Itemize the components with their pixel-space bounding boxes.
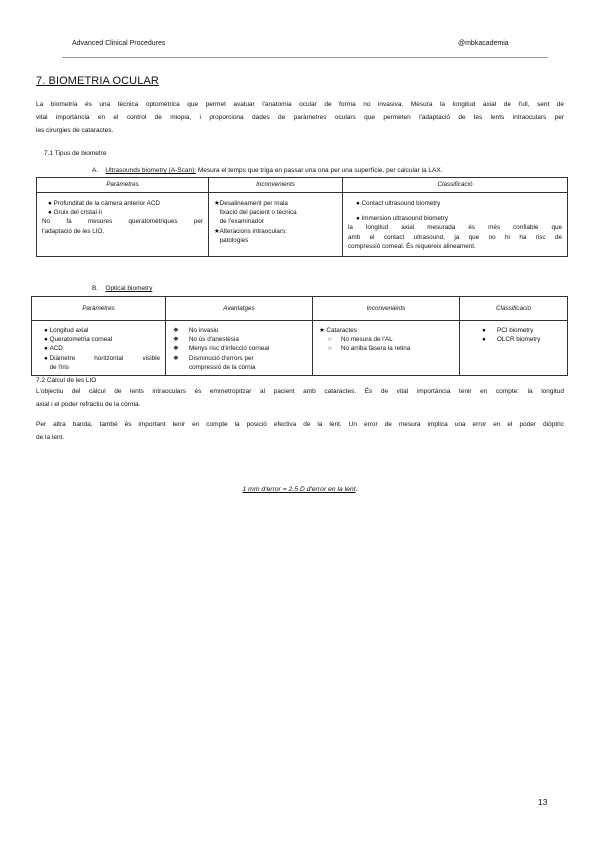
list-item: ● ACD xyxy=(44,345,63,353)
advantages-cell xyxy=(166,321,313,376)
table-header: Classificació xyxy=(343,178,568,193)
list-item: ❖ Menys risc d'infecció corneal xyxy=(173,345,270,353)
star-icon: ★ xyxy=(214,200,220,207)
subsection-a-title: Ultrasounds biometry (A-Scan): xyxy=(105,167,197,174)
subsection-b-letter: B. xyxy=(92,285,99,292)
optical-table xyxy=(31,296,568,376)
list-item: ❖ Disminució d'errors per compressió de la còrnia xyxy=(173,354,256,371)
subsection-b-heading xyxy=(92,285,152,292)
bullet-icon: ● xyxy=(44,336,48,344)
running-header-right: @mbkacademia xyxy=(458,40,509,47)
formula-line xyxy=(0,486,600,493)
list-item: ● Queratometria corneal xyxy=(44,336,113,344)
bullet-icon: ● xyxy=(482,336,486,344)
intro-line: les cirurgies de cataractes. xyxy=(36,127,114,134)
class-note: amb el contact ultrasound, ja que no hi ha risc de xyxy=(348,233,562,241)
list-item: ★ Desalineament per mala fixació del pacient o tècnica de l'examinador xyxy=(214,200,297,226)
ultrasound-table xyxy=(36,177,568,257)
params-note: l'adaptació de les LIO. xyxy=(42,227,105,235)
subsection-a-text: Mesura el temps que triga en passar una ona per una superfície, per calcular la LAX. xyxy=(196,167,443,174)
intro-paragraph xyxy=(36,98,564,137)
star-icon: ★ xyxy=(319,327,325,334)
calc-line: axial i el poder refractiu de la còrnia. xyxy=(36,401,141,408)
list-item: ● Gruix del cristal·li xyxy=(48,209,102,217)
class-cell xyxy=(460,321,568,376)
star-icon: ★ xyxy=(214,227,220,235)
section-title: 7. BIOMETRIA OCULAR xyxy=(36,75,159,87)
formula-suffix: . xyxy=(355,486,358,493)
cons-cell xyxy=(313,321,460,376)
table-header: Paràmetres xyxy=(32,297,166,321)
bullet-icon: ● xyxy=(44,327,48,334)
other-paragraph xyxy=(36,418,564,444)
diamond-icon: ❖ xyxy=(173,336,179,344)
list-item: ❖ No ús d'anestèsia xyxy=(173,336,239,344)
other-line: de la lent. xyxy=(36,434,65,441)
bullet-icon: ● xyxy=(48,200,52,207)
table-header: Avantatges xyxy=(166,297,313,321)
bullet-icon: ● xyxy=(356,215,360,223)
subsection-b-title: Optical biometry xyxy=(105,285,153,292)
list-item: ★ Cataractes xyxy=(319,327,357,334)
params-cell xyxy=(32,321,166,376)
cons-cell xyxy=(209,193,343,257)
bullet-icon: ● xyxy=(48,209,52,217)
subsection-calc-heading: 7.2 Càlcul de les LIO xyxy=(36,377,97,384)
list-item: ★ Alteracions intraoculars: patologies xyxy=(214,227,287,244)
page-number: 13 xyxy=(538,797,548,807)
list-item: ❖ No invasiu xyxy=(173,327,219,334)
class-note: compressió corneal. És requereix alineament. xyxy=(348,242,476,250)
bullet-icon: ● xyxy=(44,345,48,353)
params-cell xyxy=(37,193,209,257)
table-header: Inconvenients xyxy=(209,178,343,193)
circle-icon: ○ xyxy=(328,336,332,344)
other-line: Per altra banda, també és important tenir en compte la posició efectiva de la lent. Un error de mesura implica una error en el poder diòptric xyxy=(36,421,564,428)
header-divider xyxy=(62,57,548,58)
subsection-a-letter: A. xyxy=(92,167,99,174)
table-header: Inconvenients xyxy=(313,297,460,321)
calc-line: L'objectiu del càlcul de lents intraoculars és emmetropitzar al pacient amb cataractes. És de vital importància tenir en compte: la longitud xyxy=(36,388,564,395)
list-item: ● Immersion ultrasound biometry xyxy=(356,215,449,223)
list-item: ● Profunditat de la càmera anterior ACD xyxy=(48,200,160,207)
table-header: Classificació xyxy=(460,297,568,321)
running-header-left: Advanced Clinical Procedures xyxy=(72,40,166,47)
sub-list-item: ○ No mesura de l'AL xyxy=(328,336,393,344)
list-item: ● Diàmetre horitzontal visible de l'iris xyxy=(44,354,160,371)
bullet-icon: ● xyxy=(356,200,360,207)
class-note: la longitud axial mesurada és més confiable que xyxy=(348,224,562,232)
params-note: No fa mesures queratomètriques per xyxy=(42,218,203,226)
diamond-icon: ❖ xyxy=(173,327,179,334)
formula-text: 1 mm d'error = 2,5 D d'error en la lent xyxy=(242,486,356,493)
circle-icon: ○ xyxy=(328,345,332,353)
sub-list-item: ○ No arriba fàsera la retina xyxy=(328,345,411,353)
list-item: ● Contact ultrasound biometry xyxy=(356,200,441,207)
diamond-icon: ❖ xyxy=(173,354,179,362)
intro-line: vital importància en el control de miopia, i proporciona dades de paràmetres oculars que permeten l'adaptació de les lents intraoculars per xyxy=(36,114,564,121)
calc-paragraph xyxy=(36,385,564,411)
bullet-icon: ● xyxy=(44,354,48,362)
intro-line: La biometria és una tècnica optomètrica que permet avaluar l'anatomia ocular de forma no invasiva. Mesura la longitud axial de l'ull, sent de xyxy=(36,101,564,108)
list-item: ● Longitud axial xyxy=(44,327,89,334)
list-item: ● PCI biometry xyxy=(482,327,534,334)
subsection-types-heading: 7.1 Tipus de biometre xyxy=(44,150,107,157)
bullet-icon: ● xyxy=(482,327,486,334)
class-cell xyxy=(343,193,568,257)
list-item: ● OLCR biometry xyxy=(482,336,541,344)
diamond-icon: ❖ xyxy=(173,345,179,353)
table-header: Paràmetres xyxy=(37,178,209,193)
subsection-a-heading xyxy=(92,167,442,174)
